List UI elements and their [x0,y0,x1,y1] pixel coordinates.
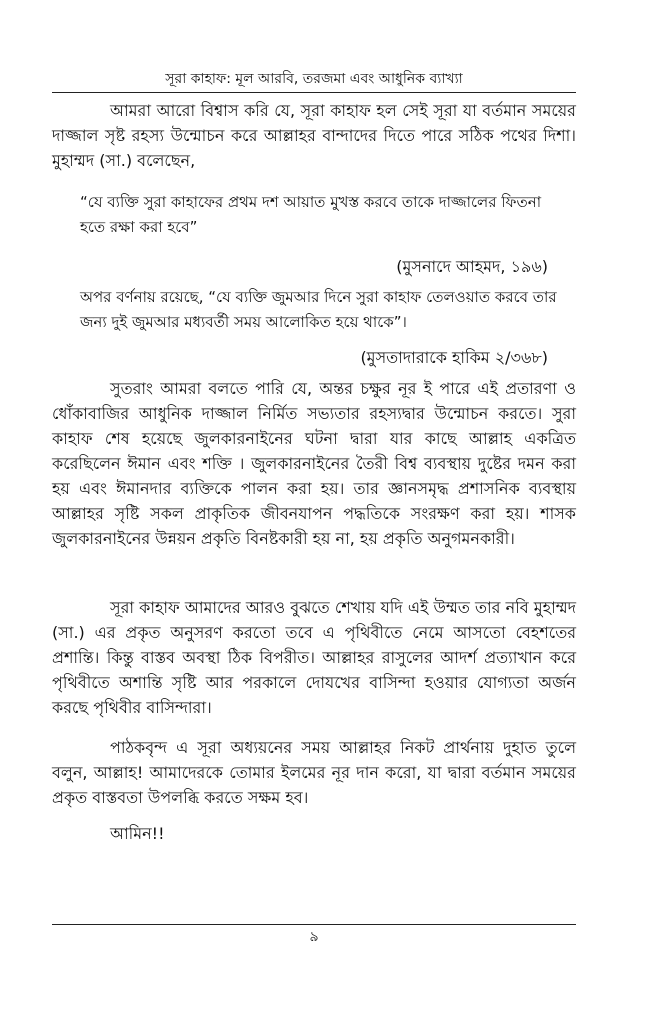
header-rule [52,92,576,93]
footer-rule [52,924,576,925]
citation-1: (মুসনাদে আহমদ, ১৯৬) [396,257,548,276]
paragraph-4: পাঠকবৃন্দ এ সূরা অধ্যয়নের সময় আল্লাহর নিকট প্রার্থনায় দুহাত তুলে বলুন, আল্লাহ! আমাদেরকে তোমার ইলমের নূর দান করো, যা দ্বারা বর্তমান সময়ের প্রকৃত বাস্তবতা উপলব্ধি করতে সক্ষম হব। [52,738,576,807]
hadith-quote-1: “যে ব্যক্তি সুরা কাহাফের প্রথম দশ আয়াত মুখস্ত করবে তাকে দাজ্জালের ফিতনা হতে রক্ষা করা হবে” [80,193,542,236]
hadith-quote-2: অপর বর্ণনায় রয়েছে, “যে ব্যক্তি জুমআর দিনে সুরা কাহাফ তেলওয়াত করবে তার জন্য দুই জুমআর মধ্যবর্তী সময় আলোকিত হয়ে থাকে”। [80,288,557,331]
paragraph-2: সুতরাং আমরা বলতে পারি যে, অন্তর চক্ষুর নূর ই পারে এই প্রতারণা ও ধোঁকাবাজির আধুনিক দাজ্জাল নির্মিত সভ্যতার রহস্যদ্বার উন্মোচন করতে। সুরা কাহাফ শেষ হয়েছে জুলকারনাইনের ঘটনা দ্বারা যার কাছে আল্লাহ একত্রিত করেছিলেন ঈমান এবং শক্তি । জুলকারনাইনের তৈরী বিশ্ব ব্যবস্থায় দুষ্টের দমন করা হয় এবং ঈমানদার ব্যক্তিকে পালন করা হয়। তার জ্ঞানসমৃদ্ধ প্রশাসনিক ব্যবস্থায় আল্লাহর সৃষ্টি সকল প্রাকৃতিক জীবনযাপন পদ্ধতিকে সংরক্ষণ করা হয়। শাসক জুলকারনাইনের উন্নয়ন প্রকৃতি বিনষ্টকারী হয় না, হয় প্রকৃতি অনুগমনকারী। [52,379,576,548]
citation-2: (মুসতাদারাকে হাকিম ২/৩৬৮) [360,348,548,367]
page-number: ৯ [309,929,319,945]
paragraph-3: সূরা কাহাফ আমাদের আরও বুঝতে শেখায় যদি এই উম্মত তার নবি মুহাম্মদ (সা.) এর প্রকৃত অনুসরণ করতো তবে এ পৃথিবীতে নেমে আসতো বেহশতের প্রশান্তি। কিন্তু বাস্তব অবস্থা ঠিক বিপরীত। আল্লাহর রাসুলের আদর্শ প্রত্যাখান করে পৃথিবীতে অশান্তি সৃষ্টি আর পরকালে দোযখের বাসিন্দা হওয়ার যোগ্যতা অর্জন করছে পৃথিবীর বাসিন্দারা। [52,598,576,717]
paragraph-1: আমরা আরো বিশ্বাস করি যে, সূরা কাহাফ হল সেই সূরা যা বর্তমান সময়ের দাজ্জাল সৃষ্ট রহস্য উন্মোচন করে আল্লাহর বান্দাদের দিতে পারে সঠিক পথের দিশা। মুহাম্মদ (সা.) বলেছেন, [52,101,576,170]
closing-amen: আমিন!! [110,824,165,843]
running-header: সূরা কাহাফ: মূল আরবি, তরজমা এবং আধুনিক ব্যাখ্যা [165,71,463,87]
